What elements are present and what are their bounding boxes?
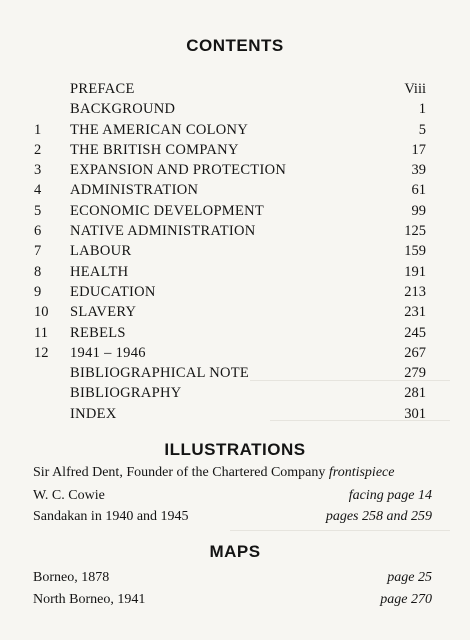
toc-entry	[0, 302, 470, 322]
contents-list	[0, 79, 470, 424]
chapter-title: PREFACE	[70, 81, 135, 97]
chapter-title: BIBLIOGRAPHY	[70, 385, 182, 402]
chapter-number: 6	[34, 223, 42, 240]
toc-entry	[0, 383, 470, 403]
toc-entry	[0, 282, 470, 302]
chapter-title: THE BRITISH COMPANY	[70, 141, 239, 158]
page-number: 99	[411, 202, 426, 219]
toc-entry	[0, 99, 470, 119]
page-number: 1	[418, 101, 426, 118]
illustration-location: facing page 14	[348, 488, 432, 503]
toc-entry	[0, 221, 470, 241]
map-description: Borneo, 1878	[33, 570, 110, 585]
chapter-number: 9	[34, 283, 42, 300]
illustrations-heading: ILLUSTRATIONS	[164, 440, 306, 459]
illustration-location: pages 258 and 259	[325, 509, 432, 524]
page-number: 5	[418, 121, 426, 138]
illustration-description: W. C. Cowie	[33, 488, 105, 503]
page-number: 267	[404, 344, 426, 361]
page-number: 39	[411, 162, 426, 179]
page-number: 61	[411, 182, 426, 199]
page-number: 17	[411, 141, 426, 158]
page-number: 301	[404, 405, 426, 422]
toc-entry	[0, 262, 470, 282]
toc-entry	[0, 180, 470, 200]
chapter-number: 8	[34, 263, 42, 280]
bleed-through-texture	[270, 420, 450, 422]
chapter-title: EXPANSION AND PROTECTION	[70, 162, 287, 179]
chapter-title: LABOUR	[70, 243, 132, 260]
chapter-number: 4	[34, 182, 42, 199]
chapter-title: SLAVERY	[70, 304, 137, 321]
toc-entry	[0, 343, 470, 363]
chapter-number: 1	[34, 121, 42, 138]
page-number: 159	[404, 243, 426, 260]
toc-entry	[0, 160, 470, 180]
chapter-title: INDEX	[70, 405, 117, 422]
chapter-title: 1941 – 1946	[70, 344, 146, 361]
chapter-number: 11	[34, 324, 48, 341]
toc-entry	[0, 201, 470, 221]
chapter-title: BACKGROUND	[70, 101, 176, 118]
toc-entry	[0, 241, 470, 261]
toc-entry	[0, 120, 470, 140]
chapter-number: 12	[34, 344, 49, 361]
illustration-description: Sir Alfred Dent, Founder of the Chartered Company	[33, 465, 326, 480]
chapter-number: 10	[34, 304, 49, 321]
chapter-number: 2	[34, 141, 42, 158]
chapter-title: ADMINISTRATION	[70, 182, 199, 199]
page-number: 281	[404, 385, 426, 402]
page-number: 231	[404, 304, 426, 321]
page-number: 245	[404, 324, 426, 341]
toc-entry	[0, 323, 470, 343]
chapter-number: 7	[34, 243, 42, 260]
map-location: page 270	[380, 592, 432, 607]
chapter-title: THE AMERICAN COLONY	[70, 121, 249, 138]
chapter-title: ECONOMIC DEVELOPMENT	[70, 202, 265, 219]
toc-entry	[0, 79, 470, 99]
bleed-through-texture	[250, 380, 450, 382]
page-number: 191	[404, 263, 426, 280]
maps-heading: MAPS	[209, 542, 261, 561]
page-number: 125	[404, 223, 426, 240]
chapter-title: BIBLIOGRAPHICAL NOTE	[70, 365, 250, 382]
chapter-title: HEALTH	[70, 263, 129, 280]
chapter-title: NATIVE ADMINISTRATION	[70, 223, 256, 240]
illustration-description: Sandakan in 1940 and 1945	[33, 509, 189, 524]
map-description: North Borneo, 1941	[33, 592, 146, 607]
chapter-number: 3	[34, 162, 42, 179]
toc-entry	[0, 140, 470, 160]
illustration-note: frontispiece	[328, 465, 395, 480]
chapter-title: REBELS	[70, 324, 126, 341]
map-location: page 25	[387, 570, 432, 585]
chapter-number: 5	[34, 202, 42, 219]
page-number: 213	[404, 283, 426, 300]
chapter-title: EDUCATION	[70, 283, 156, 300]
page-number: 279	[404, 365, 426, 382]
page-number: Viii	[404, 81, 426, 97]
bleed-through-texture	[230, 530, 450, 532]
contents-heading: CONTENTS	[186, 36, 284, 55]
